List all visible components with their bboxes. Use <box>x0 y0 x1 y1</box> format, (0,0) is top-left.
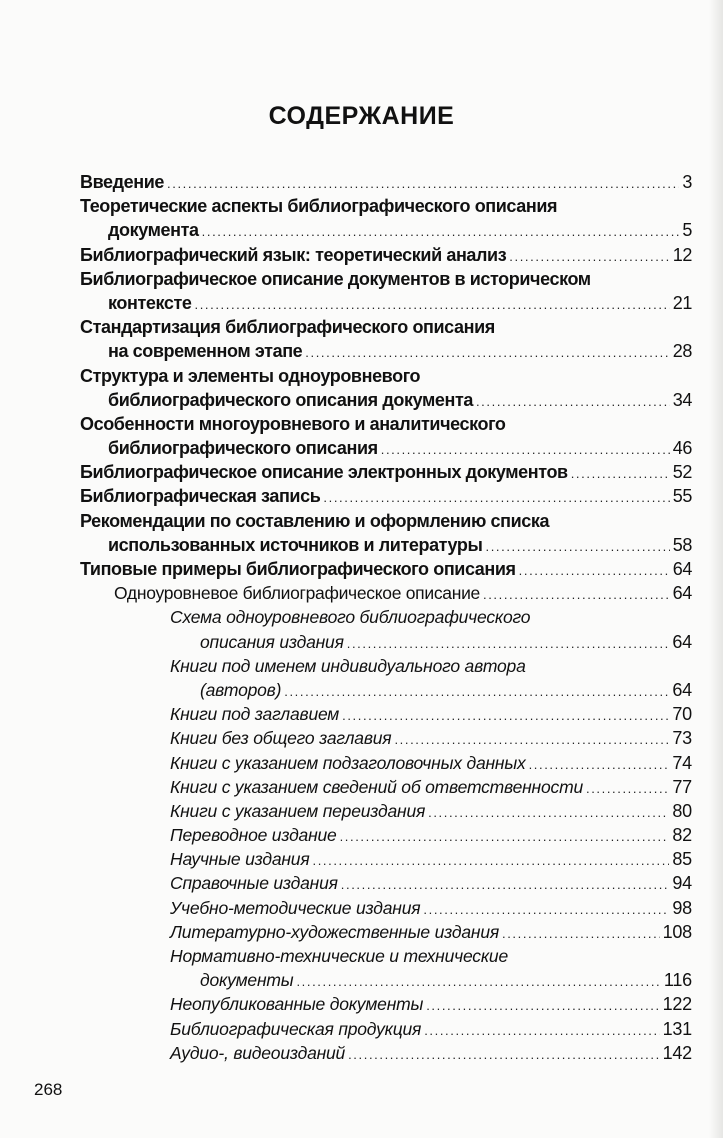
toc-line <box>80 315 692 339</box>
toc-page-number: 58 <box>672 534 692 555</box>
toc-page-number: 12 <box>672 244 692 265</box>
toc-entry <box>80 484 692 508</box>
dot-leader <box>194 293 669 317</box>
toc-entry-title: Одноуровневое библиографическое описание <box>114 583 480 604</box>
toc-entry-title: Стандартизация библиографического описания <box>80 317 495 338</box>
toc-entry <box>80 871 692 895</box>
toc-entry-title: описания издания <box>200 631 344 652</box>
toc-entry-title: Книги с указанием сведений об ответственности <box>170 776 583 797</box>
page-number: 268 <box>34 1080 63 1099</box>
toc-page-number: 55 <box>672 486 692 507</box>
toc-entry <box>80 654 692 702</box>
toc-line <box>80 581 692 605</box>
toc-page-number: 3 <box>682 172 692 192</box>
toc-line <box>80 630 692 654</box>
toc-line <box>80 194 692 218</box>
toc-line <box>80 751 692 775</box>
toc-page-number: 21 <box>672 292 692 313</box>
toc-line <box>80 484 692 508</box>
toc-entry <box>80 847 692 871</box>
dot-leader <box>341 873 670 897</box>
dot-leader <box>571 462 670 486</box>
dot-leader <box>296 970 660 994</box>
dot-leader <box>483 583 670 607</box>
toc-entry-title: Библиографическая продукция <box>170 1018 422 1039</box>
toc-entry-title: Неопубликованные документы <box>170 994 424 1015</box>
toc-line <box>80 267 692 291</box>
toc-page-number: 77 <box>672 776 692 797</box>
toc-line <box>80 605 692 629</box>
toc-entry <box>80 364 692 412</box>
toc-page-number: 64 <box>672 559 692 579</box>
toc-line <box>80 1017 692 1041</box>
dot-leader <box>340 825 670 849</box>
toc-page-number: 80 <box>672 800 692 821</box>
toc-page-number: 46 <box>672 438 692 459</box>
toc-entry-title: библиографического описания документа <box>108 389 473 410</box>
toc-entry <box>80 557 692 581</box>
toc-entry-title: документы <box>200 970 294 991</box>
toc-entry <box>80 944 692 992</box>
toc-entry-title: Научные издания <box>170 849 310 870</box>
toc-entry-title: Библиографическая запись <box>80 486 321 507</box>
dot-leader <box>348 1043 659 1067</box>
toc-entry-title: Теоретические аспекты библиографического описания <box>80 196 558 217</box>
toc-line <box>80 291 692 315</box>
toc-entry-title: Книги с указанием переиздания <box>170 800 426 821</box>
dot-leader <box>509 245 669 269</box>
toc-line <box>80 654 692 678</box>
toc-page-number: 94 <box>672 873 692 894</box>
toc-entry <box>80 170 692 194</box>
toc-page-number: 64 <box>672 583 692 604</box>
dot-leader <box>502 922 660 946</box>
toc-line <box>80 218 692 242</box>
dot-leader <box>305 341 669 365</box>
toc-page-number: 5 <box>682 220 692 241</box>
toc-entry <box>80 896 692 920</box>
page-title: СОДЕРЖАНИЕ <box>268 102 455 130</box>
toc-line <box>80 775 692 799</box>
toc-entry <box>80 315 692 363</box>
dot-leader <box>342 704 669 728</box>
toc-line <box>80 364 692 388</box>
toc-entry <box>80 823 692 847</box>
toc-entry-title: Книги под заглавием <box>170 704 340 725</box>
toc-page-number: 82 <box>672 825 692 846</box>
toc-entry <box>80 751 692 775</box>
toc-entry-title: документа <box>108 220 199 241</box>
toc-entry-title: Учебно-методические издания <box>170 897 421 918</box>
toc-line <box>80 871 692 895</box>
toc-entry <box>80 992 692 1016</box>
toc-entry <box>80 194 692 242</box>
dot-leader <box>284 680 669 704</box>
toc-page-number: 64 <box>672 631 692 652</box>
toc-entry <box>80 267 692 315</box>
toc-line <box>80 460 692 484</box>
dot-leader <box>529 753 670 777</box>
dot-leader <box>167 172 679 196</box>
table-of-contents <box>80 170 692 1065</box>
toc-line <box>80 799 692 823</box>
toc-entry <box>80 509 692 557</box>
dot-leader <box>485 535 669 559</box>
toc-entry <box>80 702 692 726</box>
toc-entry-title: Справочные издания <box>170 873 338 894</box>
toc-page-number: 116 <box>663 970 692 991</box>
dot-leader <box>476 390 670 414</box>
toc-page-number: 108 <box>662 921 692 942</box>
toc-entry-title: Нормативно-технические и технические <box>170 946 508 966</box>
toc-entry-title: Книги под именем индивидуального автора <box>170 655 526 676</box>
toc-line <box>80 436 692 460</box>
toc-entry-title: Схема одноуровневого библиографического <box>170 607 531 628</box>
toc-entry-title: Литературно-художественные издания <box>170 921 499 942</box>
toc-line <box>80 1041 692 1065</box>
toc-entry <box>80 726 692 750</box>
toc-entry-title: на современном этапе <box>108 341 303 362</box>
toc-entry-title: Типовые примеры библиографического описания <box>80 559 516 579</box>
toc-entry-title: библиографического описания <box>108 438 378 459</box>
dot-leader <box>424 1019 659 1043</box>
toc-entry <box>80 920 692 944</box>
toc-line <box>80 992 692 1016</box>
toc-entry <box>80 1041 692 1065</box>
toc-page-number: 64 <box>672 679 692 700</box>
toc-page-number: 74 <box>672 752 692 773</box>
toc-line <box>80 920 692 944</box>
toc-line <box>80 968 692 992</box>
dot-leader <box>428 801 669 825</box>
toc-entry <box>80 775 692 799</box>
toc-line <box>80 533 692 557</box>
toc-entry-title: контексте <box>108 292 192 313</box>
toc-line <box>80 412 692 436</box>
toc-line <box>80 339 692 363</box>
toc-line <box>80 509 692 533</box>
toc-page-number: 122 <box>662 994 692 1015</box>
dot-leader <box>323 486 669 510</box>
toc-entry-title: Библиографическое описание документов в историческом <box>80 268 591 289</box>
toc-page-number: 73 <box>672 728 692 749</box>
toc-entry-title: использованных источников и литературы <box>108 534 483 555</box>
toc-entry-title: Библиографический язык: теоретический анализ <box>80 244 507 265</box>
toc-entry-title: Переводное издание <box>170 825 337 846</box>
toc-page-number: 85 <box>672 849 692 870</box>
toc-line <box>80 678 692 702</box>
toc-line <box>80 702 692 726</box>
dot-leader <box>394 728 669 752</box>
dot-leader <box>426 994 659 1018</box>
toc-page-number: 70 <box>672 704 692 725</box>
toc-line <box>80 847 692 871</box>
toc-entry-title: (авторов) <box>200 679 282 700</box>
toc-page-number: 34 <box>672 389 692 410</box>
toc-entry-title: Аудио-, видеоизданий <box>170 1042 346 1063</box>
toc-entry-title: Библиографическое описание электронных документов <box>80 462 568 483</box>
dot-leader <box>347 632 670 656</box>
toc-line <box>80 243 692 267</box>
dot-leader <box>381 438 670 462</box>
toc-entry <box>80 581 692 605</box>
dot-leader <box>202 220 680 244</box>
toc-page-number: 98 <box>672 897 692 918</box>
toc-line <box>80 388 692 412</box>
toc-line <box>80 823 692 847</box>
toc-entry-title: Рекомендации по составлению и оформлению списка <box>80 510 550 531</box>
toc-line <box>80 170 692 194</box>
toc-entry-title: Книги без общего заглавия <box>170 728 392 749</box>
toc-entry-title: Книги с указанием подзаголовочных данных <box>170 752 526 773</box>
toc-line <box>80 944 692 968</box>
toc-entry-title: Особенности многоуровневого и аналитического <box>80 413 506 434</box>
toc-entry-title: Введение <box>80 172 165 192</box>
toc-entry <box>80 243 692 267</box>
toc-entry <box>80 412 692 460</box>
dot-leader <box>313 849 670 873</box>
toc-line <box>80 726 692 750</box>
toc-page-number: 28 <box>672 341 692 362</box>
toc-entry-title: Структура и элементы одноуровневого <box>80 365 421 386</box>
toc-entry <box>80 799 692 823</box>
page-edge-shadow <box>709 0 723 1138</box>
toc-page-number: 131 <box>662 1018 692 1039</box>
toc-entry <box>80 605 692 653</box>
toc-page-number: 52 <box>672 462 692 483</box>
toc-entry <box>80 460 692 484</box>
toc-line <box>80 557 692 581</box>
toc-entry <box>80 1017 692 1041</box>
dot-leader <box>423 898 669 922</box>
dot-leader <box>519 559 670 583</box>
toc-line <box>80 896 692 920</box>
toc-page-number: 142 <box>662 1042 692 1063</box>
dot-leader <box>586 777 669 801</box>
